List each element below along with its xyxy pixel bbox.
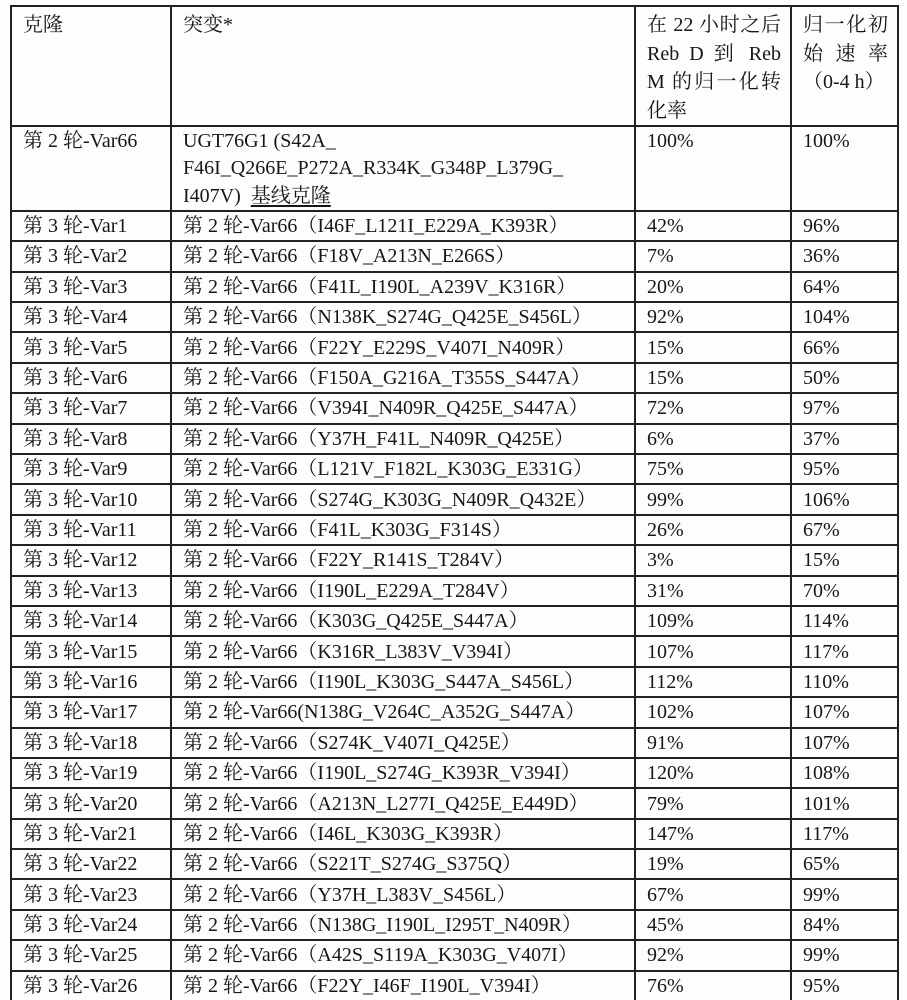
table-row	[11, 879, 898, 909]
table-row	[11, 697, 898, 727]
clone-cell: 第 3 轮-Var9	[11, 454, 171, 484]
initial-rate-cell: 96%	[791, 211, 898, 241]
conversion-cell: 45%	[635, 910, 791, 940]
conversion-cell: 91%	[635, 728, 791, 758]
clone-cell: 第 3 轮-Var21	[11, 819, 171, 849]
mutation-text: 第 2 轮-Var66（N138K_S274G_Q425E_S456L）	[183, 306, 592, 329]
mutation-cell	[171, 393, 635, 423]
table-row	[11, 910, 898, 940]
conversion-cell: 7%	[635, 241, 791, 271]
variant-table	[10, 5, 899, 1000]
table-header	[11, 6, 898, 126]
clone-cell: 第 3 轮-Var1	[11, 211, 171, 241]
table-row	[11, 424, 898, 454]
clone-cell: 第 3 轮-Var18	[11, 728, 171, 758]
clone-cell: 第 3 轮-Var5	[11, 332, 171, 362]
mutation-cell	[171, 697, 635, 727]
initial-rate-cell: 117%	[791, 636, 898, 666]
mutation-cell	[171, 971, 635, 1000]
table-row	[11, 576, 898, 606]
clone-cell: 第 3 轮-Var11	[11, 515, 171, 545]
mutation-text: 第 2 轮-Var66（K316R_L383V_V394I）	[183, 640, 523, 663]
conversion-cell: 75%	[635, 454, 791, 484]
mutation-text: 第 2 轮-Var66（I190L_E229A_T284V）	[183, 579, 520, 602]
clone-cell: 第 3 轮-Var2	[11, 241, 171, 271]
clone-cell: 第 3 轮-Var25	[11, 940, 171, 970]
initial-rate-cell: 15%	[791, 545, 898, 575]
conversion-cell: 72%	[635, 393, 791, 423]
table-body	[11, 126, 898, 1000]
mutation-text: 第 2 轮-Var66（K303G_Q425E_S447A）	[183, 610, 529, 633]
initial-rate-cell: 65%	[791, 849, 898, 879]
clone-cell: 第 2 轮-Var66	[11, 126, 171, 211]
table-row	[11, 545, 898, 575]
mutation-text: 第 2 轮-Var66（I46F_L121I_E229A_K393R）	[183, 215, 569, 238]
clone-cell: 第 3 轮-Var10	[11, 484, 171, 514]
conversion-cell: 67%	[635, 879, 791, 909]
conversion-cell: 76%	[635, 971, 791, 1000]
mutation-text: 第 2 轮-Var66（F18V_A213N_E266S）	[183, 245, 516, 268]
clone-cell: 第 3 轮-Var19	[11, 758, 171, 788]
initial-rate-cell: 101%	[791, 788, 898, 818]
mutation-cell	[171, 302, 635, 332]
clone-cell: 第 3 轮-Var3	[11, 272, 171, 302]
table-row	[11, 758, 898, 788]
mutation-cell	[171, 849, 635, 879]
header-initial-rate: 归一化初始速率（0-4 h）	[791, 6, 898, 126]
clone-cell: 第 3 轮-Var17	[11, 697, 171, 727]
conversion-cell: 3%	[635, 545, 791, 575]
table-row	[11, 393, 898, 423]
conversion-cell: 120%	[635, 758, 791, 788]
conversion-cell: 26%	[635, 515, 791, 545]
initial-rate-cell: 70%	[791, 576, 898, 606]
table-row	[11, 788, 898, 818]
clone-cell: 第 3 轮-Var24	[11, 910, 171, 940]
table-row	[11, 272, 898, 302]
table-row	[11, 332, 898, 362]
mutation-text: 第 2 轮-Var66（Y37H_L383V_S456L）	[183, 883, 517, 906]
mutation-text: 第 2 轮-Var66（F22Y_R141S_T284V）	[183, 549, 515, 572]
conversion-cell: 20%	[635, 272, 791, 302]
clone-cell: 第 3 轮-Var14	[11, 606, 171, 636]
mutation-cell	[171, 484, 635, 514]
initial-rate-cell: 50%	[791, 363, 898, 393]
initial-rate-cell: 100%	[791, 126, 898, 211]
table-row	[11, 484, 898, 514]
initial-rate-cell: 97%	[791, 393, 898, 423]
conversion-cell: 107%	[635, 636, 791, 666]
clone-cell: 第 3 轮-Var22	[11, 849, 171, 879]
conversion-cell: 79%	[635, 788, 791, 818]
mutation-text: 第 2 轮-Var66（L121V_F182L_K303G_E331G）	[183, 458, 593, 481]
mutation-cell	[171, 126, 635, 211]
conversion-cell: 99%	[635, 484, 791, 514]
mutation-cell	[171, 758, 635, 788]
mutation-text: UGT76G1 (S42A_ F46I_Q266E_P272A_R334K_G348P_L379G_ I407V)	[183, 130, 564, 207]
mutation-cell	[171, 332, 635, 362]
table-row	[11, 849, 898, 879]
initial-rate-cell: 36%	[791, 241, 898, 271]
mutation-text: 第 2 轮-Var66(N138G_V264C_A352G_S447A）	[183, 701, 586, 724]
mutation-cell	[171, 879, 635, 909]
mutation-cell	[171, 667, 635, 697]
initial-rate-cell: 95%	[791, 454, 898, 484]
table-row	[11, 606, 898, 636]
clone-cell: 第 3 轮-Var16	[11, 667, 171, 697]
clone-cell: 第 3 轮-Var12	[11, 545, 171, 575]
header-mutation: 突变*	[171, 6, 635, 126]
mutation-cell	[171, 545, 635, 575]
mutation-text: 第 2 轮-Var66（F150A_G216A_T355S_S447A）	[183, 367, 591, 390]
mutation-text: 第 2 轮-Var66（F41L_I190L_A239V_K316R）	[183, 275, 577, 298]
clone-cell: 第 3 轮-Var8	[11, 424, 171, 454]
conversion-cell: 15%	[635, 332, 791, 362]
mutation-text: 第 2 轮-Var66（I46L_K303G_K393R）	[183, 822, 513, 845]
initial-rate-cell: 107%	[791, 697, 898, 727]
clone-cell: 第 3 轮-Var20	[11, 788, 171, 818]
mutation-text: 第 2 轮-Var66（S221T_S274G_S375Q）	[183, 853, 522, 876]
mutation-text: 第 2 轮-Var66（V394I_N409R_Q425E_S447A）	[183, 397, 589, 420]
table-row	[11, 728, 898, 758]
table-row	[11, 636, 898, 666]
initial-rate-cell: 117%	[791, 819, 898, 849]
initial-rate-cell: 64%	[791, 272, 898, 302]
initial-rate-cell: 84%	[791, 910, 898, 940]
conversion-cell: 6%	[635, 424, 791, 454]
mutation-text: 第 2 轮-Var66（N138G_I190L_I295T_N409R）	[183, 914, 582, 937]
baseline-clone-label: 基线克隆	[250, 184, 331, 207]
mutation-text: 第 2 轮-Var66（I190L_K303G_S447A_S456L）	[183, 670, 585, 693]
header-conversion: 在 22 小时之后 Reb D 到 Reb M 的归一化转化率	[635, 6, 791, 126]
mutation-cell	[171, 728, 635, 758]
initial-rate-cell: 107%	[791, 728, 898, 758]
initial-rate-cell: 110%	[791, 667, 898, 697]
initial-rate-cell: 67%	[791, 515, 898, 545]
conversion-cell: 100%	[635, 126, 791, 211]
clone-cell: 第 3 轮-Var15	[11, 636, 171, 666]
mutation-text: 第 2 轮-Var66（A213N_L277I_Q425E_E449D）	[183, 792, 589, 815]
initial-rate-cell: 95%	[791, 971, 898, 1000]
mutation-text: 第 2 轮-Var66（F22Y_I46F_I190L_V394I）	[183, 974, 551, 997]
clone-cell: 第 3 轮-Var23	[11, 879, 171, 909]
conversion-cell: 102%	[635, 697, 791, 727]
mutation-text: 第 2 轮-Var66（A42S_S119A_K303G_V407I）	[183, 944, 578, 967]
initial-rate-cell: 114%	[791, 606, 898, 636]
initial-rate-cell: 99%	[791, 879, 898, 909]
table-row	[11, 819, 898, 849]
table-row	[11, 971, 898, 1000]
initial-rate-cell: 66%	[791, 332, 898, 362]
header-row	[11, 6, 898, 126]
conversion-cell: 31%	[635, 576, 791, 606]
clone-cell: 第 3 轮-Var26	[11, 971, 171, 1000]
initial-rate-cell: 99%	[791, 940, 898, 970]
table-row	[11, 126, 898, 211]
clone-cell: 第 3 轮-Var13	[11, 576, 171, 606]
table-row	[11, 667, 898, 697]
header-clone: 克隆	[11, 6, 171, 126]
mutation-cell	[171, 788, 635, 818]
mutation-cell	[171, 576, 635, 606]
mutation-text: 第 2 轮-Var66（F22Y_E229S_V407I_N409R）	[183, 336, 576, 359]
conversion-cell: 15%	[635, 363, 791, 393]
conversion-cell: 19%	[635, 849, 791, 879]
mutation-cell	[171, 272, 635, 302]
initial-rate-cell: 106%	[791, 484, 898, 514]
mutation-cell	[171, 454, 635, 484]
table-row	[11, 363, 898, 393]
mutation-text: 第 2 轮-Var66（S274G_K303G_N409R_Q432E）	[183, 488, 597, 511]
mutation-cell	[171, 515, 635, 545]
mutation-text: 第 2 轮-Var66（S274K_V407I_Q425E）	[183, 731, 521, 754]
mutation-cell	[171, 424, 635, 454]
initial-rate-cell: 104%	[791, 302, 898, 332]
conversion-cell: 147%	[635, 819, 791, 849]
conversion-cell: 112%	[635, 667, 791, 697]
mutation-text: 第 2 轮-Var66（F41L_K303G_F314S）	[183, 518, 512, 541]
mutation-cell	[171, 636, 635, 666]
mutation-cell	[171, 819, 635, 849]
table-row	[11, 241, 898, 271]
mutation-cell	[171, 363, 635, 393]
mutation-cell	[171, 606, 635, 636]
clone-cell: 第 3 轮-Var6	[11, 363, 171, 393]
mutation-cell	[171, 211, 635, 241]
mutation-cell	[171, 241, 635, 271]
conversion-cell: 92%	[635, 940, 791, 970]
conversion-cell: 92%	[635, 302, 791, 332]
mutation-cell	[171, 940, 635, 970]
mutation-text: 第 2 轮-Var66（Y37H_F41L_N409R_Q425E）	[183, 427, 575, 450]
mutation-cell	[171, 910, 635, 940]
table-row	[11, 211, 898, 241]
table-row	[11, 302, 898, 332]
mutation-text: 第 2 轮-Var66（I190L_S274G_K393R_V394I）	[183, 762, 581, 785]
conversion-cell: 109%	[635, 606, 791, 636]
conversion-cell: 42%	[635, 211, 791, 241]
table-row	[11, 940, 898, 970]
clone-cell: 第 3 轮-Var4	[11, 302, 171, 332]
initial-rate-cell: 37%	[791, 424, 898, 454]
clone-cell: 第 3 轮-Var7	[11, 393, 171, 423]
initial-rate-cell: 108%	[791, 758, 898, 788]
table-row	[11, 515, 898, 545]
table-row	[11, 454, 898, 484]
